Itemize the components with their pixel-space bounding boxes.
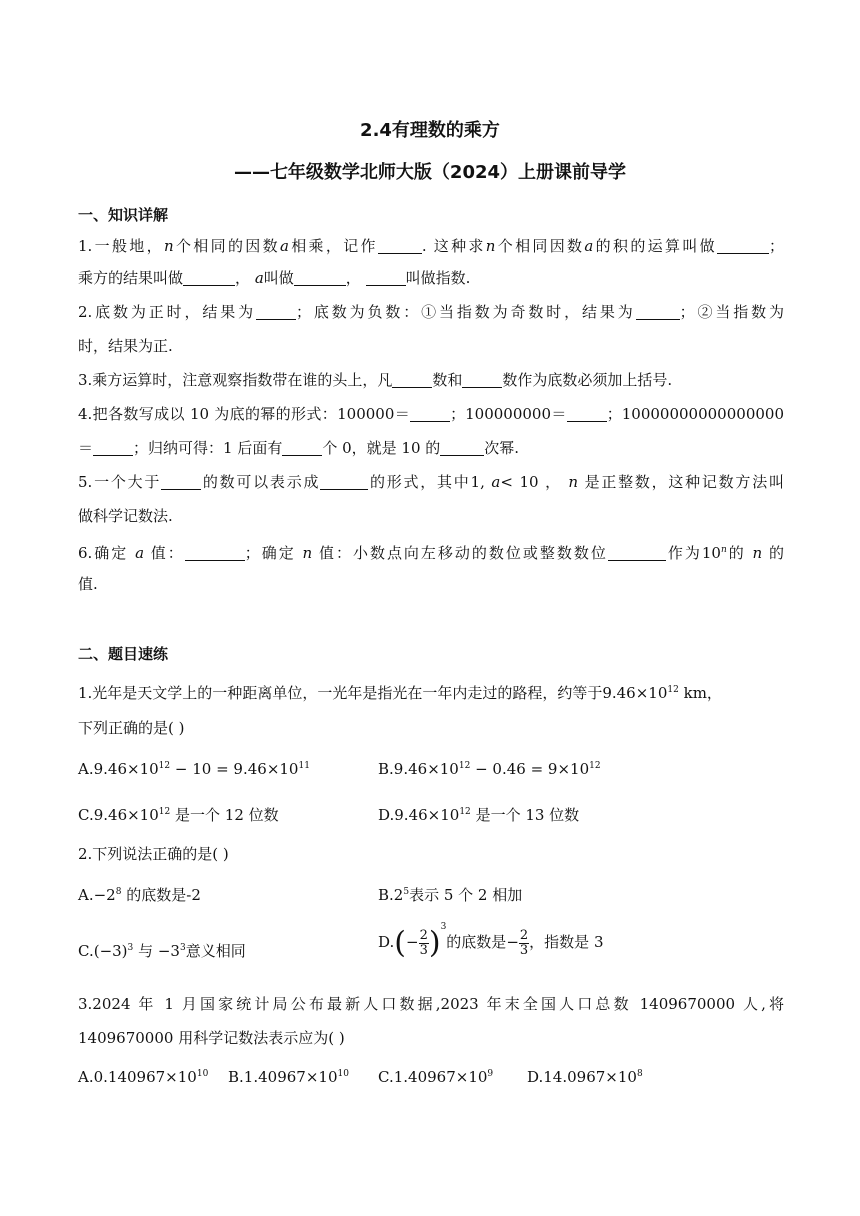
answer-blank[interactable]	[282, 441, 322, 456]
q3-option-b[interactable]: $B.1.40967\times 10^{10}$	[228, 1068, 349, 1086]
answer-blank[interactable]	[93, 441, 133, 456]
item3-line: 3.乘方运算时，注意观察指数带在谁的头上，凡 数和 数作为底数必须加上括号.	[78, 371, 673, 389]
q1-stem-line1: 1.光年是天文学上的一种距离单位，一光年是指光在一年内走过的路程，约等于$9.46\times 10^{12}$ km，	[78, 684, 722, 702]
answer-blank[interactable]	[161, 475, 201, 490]
answer-blank[interactable]	[320, 475, 368, 490]
answer-blank[interactable]	[366, 271, 406, 286]
q1-option-a[interactable]: $A.9.46\times 10^{12} - 10 = 9.46\times 10^{11}$	[78, 760, 310, 778]
answer-blank[interactable]	[392, 373, 432, 388]
answer-blank[interactable]	[256, 305, 296, 320]
page-title: 2.4有理数的乘方	[360, 120, 500, 141]
q2-option-d[interactable]: D.(− $\frac{2}{3}$ )$^3$的底数是− $\frac{2}{3}$ ，指数是 3	[378, 922, 604, 961]
section-heading-practice: 二、题目速练	[78, 645, 169, 663]
page-subtitle: ——七年级数学北师大版（2024）上册课前导学	[233, 162, 627, 183]
fraction: $\frac{2}{3}$	[419, 927, 428, 958]
answer-blank[interactable]	[567, 407, 607, 422]
q1-stem-line2: 下列正确的是( )	[78, 719, 185, 737]
q1-option-c[interactable]: $C.9.46\times 10^{12}$ 是一个 12 位数	[78, 806, 279, 824]
q3-option-d[interactable]: $D.14.0967\times 10^8$	[527, 1068, 643, 1086]
q2-option-c[interactable]: $C.(-3)^3$ 与 $-3^3$意义相同	[78, 942, 246, 960]
answer-blank[interactable]	[462, 373, 502, 388]
item2-line2: 时，结果为正.	[78, 337, 173, 355]
item5-line2: 做科学记数法.	[78, 507, 173, 525]
answer-blank[interactable]	[440, 441, 484, 456]
item1-line1: 1.一般地，n个相同的因数a相乘，记作 . 这种求n个相同因数a的积的运算叫做 ；	[78, 237, 784, 255]
answer-blank[interactable]	[294, 271, 346, 286]
q3-stem-line2: 1409670000 用科学记数法表示应为( )	[78, 1029, 345, 1047]
answer-blank[interactable]	[636, 305, 680, 320]
q2-option-a[interactable]: $A.-2^8$ 的底数是-2	[78, 886, 201, 904]
q1-option-b[interactable]: $B.9.46\times 10^{12} - 0.46 = 9\times 10^{12}$	[378, 760, 601, 778]
answer-blank[interactable]	[378, 239, 422, 254]
q3-option-c[interactable]: $C.1.40967\times 10^9$	[378, 1068, 494, 1086]
item2-line1: 2.底数为正时，结果为 ；底数为负数：①当指数为奇数时，结果为 ；②当指数为	[78, 303, 784, 321]
answer-blank[interactable]	[185, 546, 245, 561]
q3-option-a[interactable]: $A.0.140967\times 10^{10}$	[78, 1068, 209, 1086]
q3-stem-line1: 3.2024 年 1 月国家统计局公布最新人口数据,2023 年末全国人口总数 1409670000 人,将	[78, 995, 784, 1013]
fraction: $\frac{2}{3}$	[519, 927, 529, 958]
q2-stem: 2.下列说法正确的是( )	[78, 845, 229, 863]
item4-line1: 4.把各数写成以 10 为底的幂的形式：100000＝ ；100000000＝ ；10000000000000000	[78, 405, 784, 423]
answer-blank[interactable]	[410, 407, 450, 422]
answer-blank[interactable]	[608, 546, 666, 561]
item5-line1: 5.一个大于 的数可以表示成 的形式，其中1, a< 10 ， n 是正整数，这种记数方法叫	[78, 473, 784, 491]
q1-option-d[interactable]: $D.9.46\times 10^{12}$ 是一个 13 位数	[378, 806, 580, 824]
answer-blank[interactable]	[183, 271, 235, 286]
section-heading-knowledge: 一、知识详解	[78, 206, 169, 224]
item1-line2: 乘方的结果叫做 ， a叫做 ， 叫做指数.	[78, 269, 471, 287]
item6-line2: 值.	[78, 575, 98, 593]
answer-blank[interactable]	[717, 239, 769, 254]
item4-line2: ＝ ；归纳可得：1 后面有 个 0，就是 10 的 次幂.	[78, 439, 520, 457]
item6-line1: 6.确定 a 值： ；确定 n 值：小数点向左移动的数位或整数数位 作为10$^n$的 n 的	[78, 544, 784, 562]
q2-option-b[interactable]: $B.2^5$表示 5 个 2 相加	[378, 886, 523, 904]
